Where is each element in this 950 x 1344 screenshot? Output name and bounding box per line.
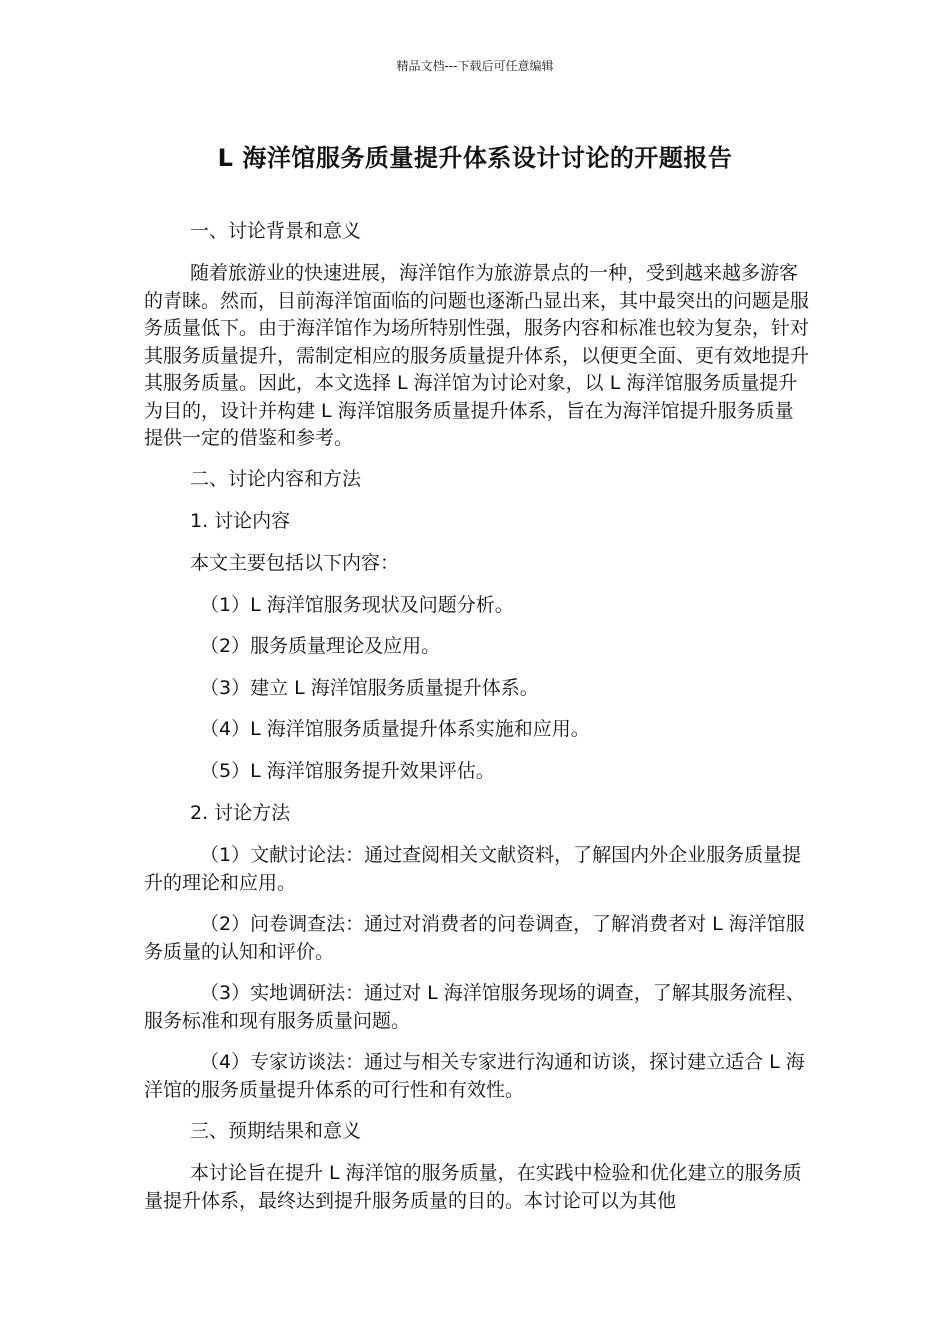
method-item: （4）专家访谈法：通过与相关专家进行沟通和访谈，探讨建立适合 L 海洋馆的服务质量提升体系的可行性和有效性。 <box>144 1051 805 1101</box>
section2-sub1-heading: 1. 讨论内容 <box>190 510 291 532</box>
section1-paragraph: 随着旅游业的快速进展，海洋馆作为旅游景点的一种，受到越来越多游客的青睐。然而，目前海洋馆面临的问题也逐渐凸显出来，其中最突出的问题是服务质量低下。由于海洋馆作为场所特别性强，服务内容和标准也较为复杂，针对其服务质量提升，需制定相应的服务质量提升体系，以便更全面、更有效地提升其服务质量。因此，本文选择 L 海洋馆为讨论对象，以 L 海洋馆服务质量提升为目的，设计并构建 L 海洋馆服务质量提升体系，旨在为海洋馆提升服务质量提供一定的借鉴和参考。 <box>144 262 810 449</box>
section2-sub1-intro: 本文主要包括以下内容： <box>190 552 400 574</box>
section2-heading: 二、讨论内容和方法 <box>190 468 362 490</box>
content-item: （1）L 海洋馆服务现状及问题分析。 <box>200 594 514 616</box>
section3-paragraph: 本讨论旨在提升 L 海洋馆的服务质量，在实践中检验和优化建立的服务质量提升体系，最终达到提升服务质量的目的。本讨论可以为其他 <box>144 1162 802 1212</box>
content-item: （5）L 海洋馆服务提升效果评估。 <box>200 760 495 782</box>
section3-heading: 三、预期结果和意义 <box>190 1120 362 1142</box>
content-item: （4）L 海洋馆服务质量提升体系实施和应用。 <box>200 718 590 740</box>
section2-sub2-heading: 2. 讨论方法 <box>190 802 291 824</box>
method-item: （2）问卷调查法：通过对消费者的问卷调查，了解消费者对 L 海洋馆服务质量的认知和评价。 <box>144 913 805 963</box>
content-item: （3）建立 L 海洋馆服务质量提升体系。 <box>200 677 539 699</box>
method-item: （3）实地调研法：通过对 L 海洋馆服务现场的调查，了解其服务流程、服务标准和现有服务质量问题。 <box>144 982 805 1032</box>
section1-heading: 一、讨论背景和意义 <box>190 220 362 242</box>
header-note: 精品文档---下载后可任意编辑 <box>396 59 554 73</box>
method-item: （1）文献讨论法：通过查阅相关文献资料，了解国内外企业服务质量提升的理论和应用。 <box>144 844 802 894</box>
content-item: （2）服务质量理论及应用。 <box>200 635 441 657</box>
document-title: L 海洋馆服务质量提升体系设计讨论的开题报告 <box>217 144 733 172</box>
